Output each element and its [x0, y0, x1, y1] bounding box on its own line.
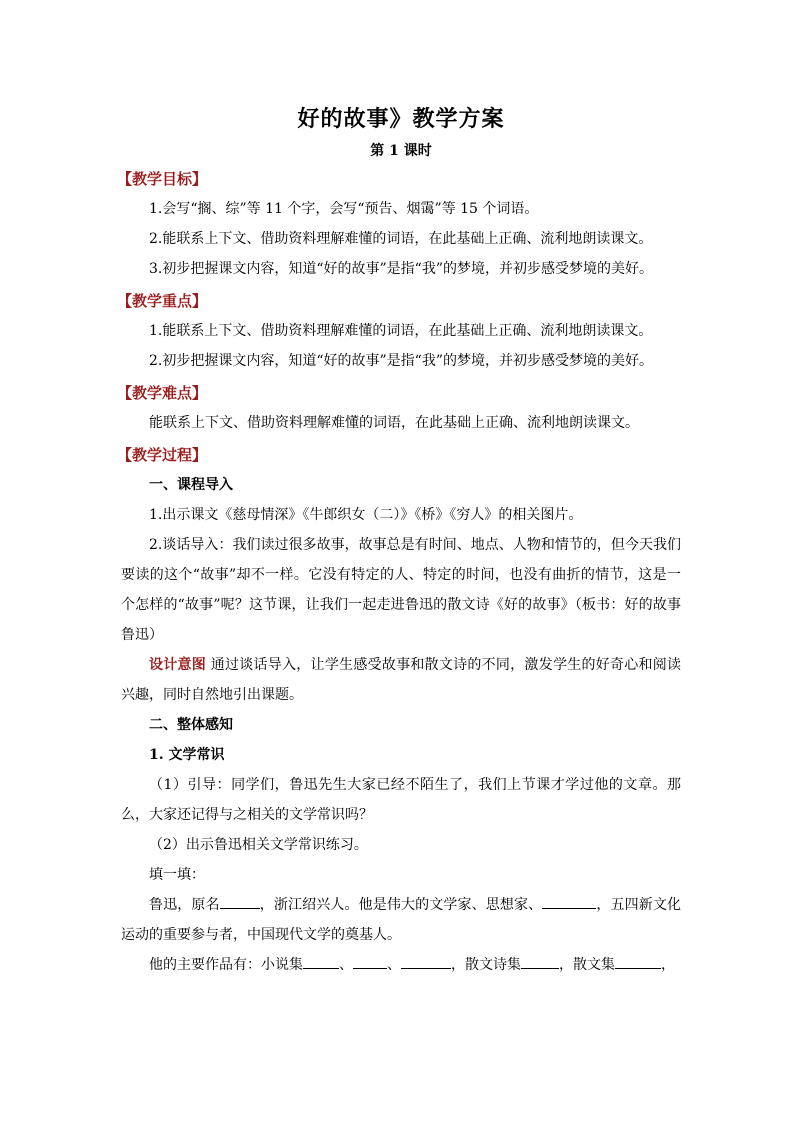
- page-title: 好的故事》教学方案: [297, 106, 505, 132]
- fill-in-line-1: [121, 890, 681, 950]
- goal-item-2: 2.能联系上下文、借助资料理解难懂的词语，在此基础上正确、流利地朗读课文。: [149, 231, 653, 247]
- goal-item-3: 3.初步把握课文内容，知道“好的故事”是指“我”的梦境，并初步感受梦境的美好。: [149, 261, 653, 277]
- difficulty-text: 能联系上下文、借助资料理解难懂的词语，在此基础上正确、流利地朗读课文。: [149, 415, 639, 431]
- section-heading-process: 【教学过程】: [117, 446, 208, 464]
- section-heading-goals: 【教学目标】: [117, 170, 208, 188]
- section-heading-key-points: 【教学重点】: [117, 292, 208, 310]
- fill-line1-text-a: 鲁迅，原名: [149, 897, 220, 913]
- fill-line1-text-b: ，浙江绍兴人。他是伟大的文学家、思想家、: [259, 897, 543, 913]
- fill-blank-identity[interactable]: [542, 894, 596, 909]
- goal-item-1: 1.会写“搁、综”等 11 个字，会写“预告、烟霭”等 15 个词语。: [149, 201, 539, 217]
- fill-blank-novel-1[interactable]: [303, 954, 339, 969]
- intro-item-1: 1.出示课文《慈母情深》《牛郎织女（二）》《桥》《穷人》的相关图片。: [149, 507, 583, 523]
- intro-item-2: 2.谈话导入：我们读过很多故事，故事总是有时间、地点、人物和情节的，但今天我们要读的这个“故事”却不一样。它没有特定的人、特定的时间，也没有曲折的情节，这是一个怎样的“故事”呢？这节课，让我们一起走进鲁迅的散文诗《好的故事》（板书：好的故事 鲁迅）: [121, 537, 681, 643]
- fill-line2-text-e: ，散文集: [559, 957, 615, 973]
- fill-blank-essay[interactable]: [615, 954, 661, 969]
- fill-blank-original-name[interactable]: [220, 894, 260, 909]
- key-point-item-1: 1.能联系上下文、借助资料理解难懂的词语，在此基础上正确、流利地朗读课文。: [149, 323, 653, 339]
- design-intent-paragraph: [121, 650, 681, 710]
- fill-blank-prose-poem[interactable]: [521, 954, 559, 969]
- literary-exercise-paragraph: （2）出示鲁迅相关文学常识练习。: [149, 837, 368, 853]
- document-body: [117, 102, 682, 980]
- fill-blank-novel-2[interactable]: [353, 954, 387, 969]
- fill-in-label: 填一填：: [149, 867, 205, 883]
- fill-in-line-2: [121, 950, 681, 980]
- fill-line2-text-d: ，散文诗集: [451, 957, 521, 973]
- fill-line1-text-c: ，五四新文化运动的重要参与者，中国现代文学的奠基人。: [121, 897, 681, 943]
- fill-line2-text-a: 他的主要作品有：小说集: [149, 957, 303, 973]
- literary-guide-paragraph: （1）引导：同学们，鲁迅先生大家已经不陌生了，我们上节课才学过他的文章。那么，大家还记得与之相关的文学常识吗？: [121, 777, 681, 823]
- lesson-period: 第 1 课时: [370, 143, 432, 159]
- fill-blank-novel-3[interactable]: [401, 954, 451, 969]
- fill-line2-text-b: 、: [339, 957, 353, 973]
- key-point-item-2: 2.初步把握课文内容，知道“好的故事”是指“我”的梦境，并初步感受梦境的美好。: [149, 353, 653, 369]
- part-heading-intro: 一、课程导入: [149, 477, 233, 493]
- design-intent-text: 通过谈话导入，让学生感受故事和散文诗的不同，激发学生的好奇心和阅读兴趣，同时自然地引出课题。: [121, 657, 682, 703]
- fill-line2-text-c: 、: [387, 957, 401, 973]
- design-intent-label: 设计意图: [149, 657, 207, 673]
- literary-knowledge-heading: 1. 文学常识: [149, 747, 225, 763]
- fill-line2-text-f: ，: [661, 957, 675, 973]
- part-heading-overview: 二、整体感知: [149, 717, 233, 733]
- section-heading-difficulty: 【教学难点】: [117, 384, 208, 402]
